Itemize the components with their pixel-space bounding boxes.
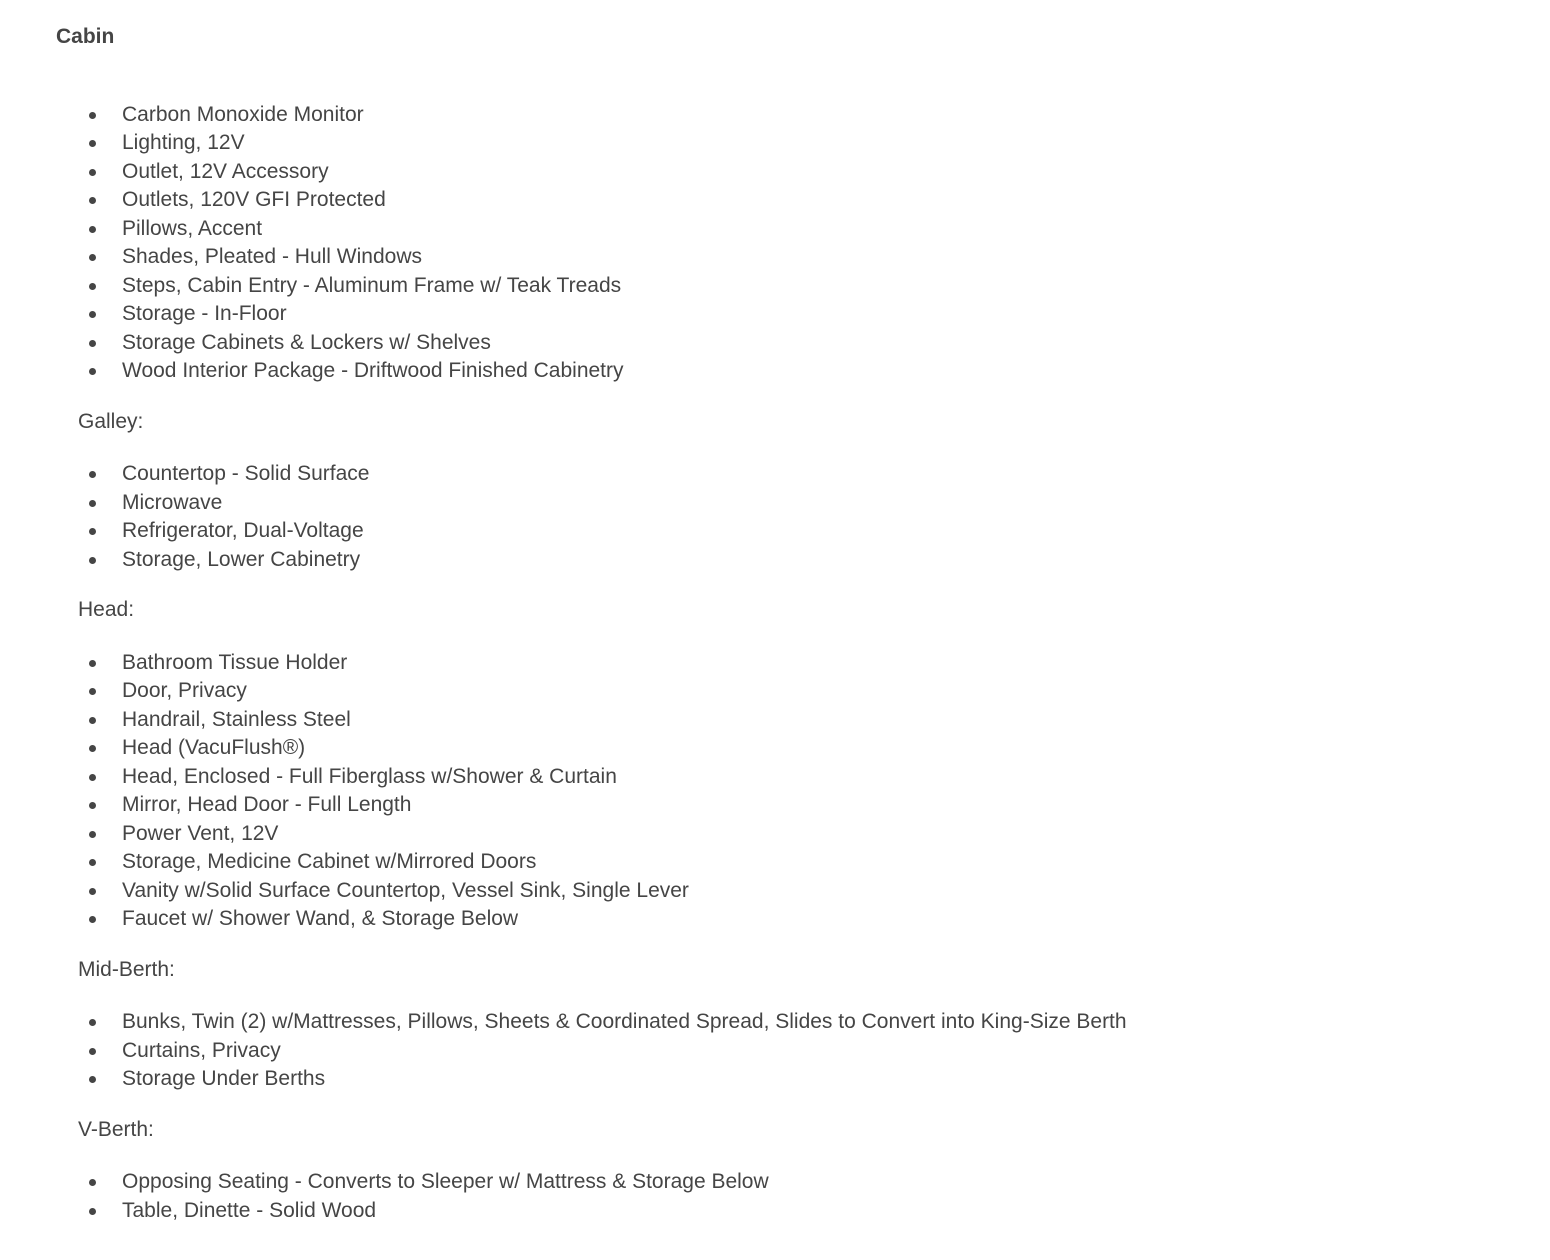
section-label: Mid-Berth: xyxy=(78,957,175,981)
list-item: Head (VacuFlush®) xyxy=(122,734,1510,763)
list-item: Carbon Monoxide Monitor xyxy=(122,101,1510,130)
list-item: Shades, Pleated - Hull Windows xyxy=(122,243,1510,272)
list-item: Power Vent, 12V xyxy=(122,820,1510,849)
page-title: Cabin xyxy=(56,25,115,48)
list-item: Faucet w/ Shower Wand, & Storage Below xyxy=(122,905,1510,934)
list-item: Handrail, Stainless Steel xyxy=(122,706,1510,735)
section-label: Head: xyxy=(78,598,135,621)
list-item: Bathroom Tissue Holder xyxy=(122,649,1510,678)
list-item: Mirror, Head Door - Full Length xyxy=(122,791,1510,820)
list-item: Pillows, Accent xyxy=(122,215,1510,244)
list-item: Bunks, Twin (2) w/Mattresses, Pillows, Sheets & Coordinated Spread, Slides to Convert into King-Size Berth xyxy=(122,1008,1510,1037)
section-label: V-Berth: xyxy=(78,1117,154,1141)
list-item: Lighting, 12V xyxy=(122,129,1510,158)
list-item: Microwave xyxy=(122,489,1510,518)
list-item: Storage, Lower Cabinetry xyxy=(122,546,1510,575)
list-item: Outlet, 12V Accessory xyxy=(122,158,1510,187)
list-item: Opposing Seating - Converts to Sleeper w/ Mattress & Storage Below xyxy=(122,1168,1510,1197)
spec-list xyxy=(56,1008,1510,1094)
list-item: Head, Enclosed - Full Fiberglass w/Shower & Curtain xyxy=(122,763,1510,792)
list-item: Storage - In-Floor xyxy=(122,300,1510,329)
list-item: Storage Under Berths xyxy=(122,1065,1510,1094)
spec-list xyxy=(56,649,1510,934)
section-label: Galley: xyxy=(78,409,144,433)
spec-list xyxy=(56,460,1510,574)
list-item: Refrigerator, Dual-Voltage xyxy=(122,517,1510,546)
spec-list xyxy=(56,101,1510,386)
list-item: Door, Privacy xyxy=(122,677,1510,706)
list-item: Storage Cabinets & Lockers w/ Shelves xyxy=(122,329,1510,358)
list-item: Outlets, 120V GFI Protected xyxy=(122,186,1510,215)
list-item: Steps, Cabin Entry - Aluminum Frame w/ Teak Treads xyxy=(122,272,1510,301)
list-item: Curtains, Privacy xyxy=(122,1037,1510,1066)
list-item: Countertop - Solid Surface xyxy=(122,460,1510,489)
list-item: Table, Dinette - Solid Wood xyxy=(122,1197,1510,1226)
list-item: Storage, Medicine Cabinet w/Mirrored Doors xyxy=(122,848,1510,877)
list-item: Vanity w/Solid Surface Countertop, Vessel Sink, Single Lever xyxy=(122,877,1510,906)
list-item: Wood Interior Package - Driftwood Finished Cabinetry xyxy=(122,357,1510,386)
spec-sections xyxy=(56,101,1510,1226)
spec-list xyxy=(56,1168,1510,1225)
